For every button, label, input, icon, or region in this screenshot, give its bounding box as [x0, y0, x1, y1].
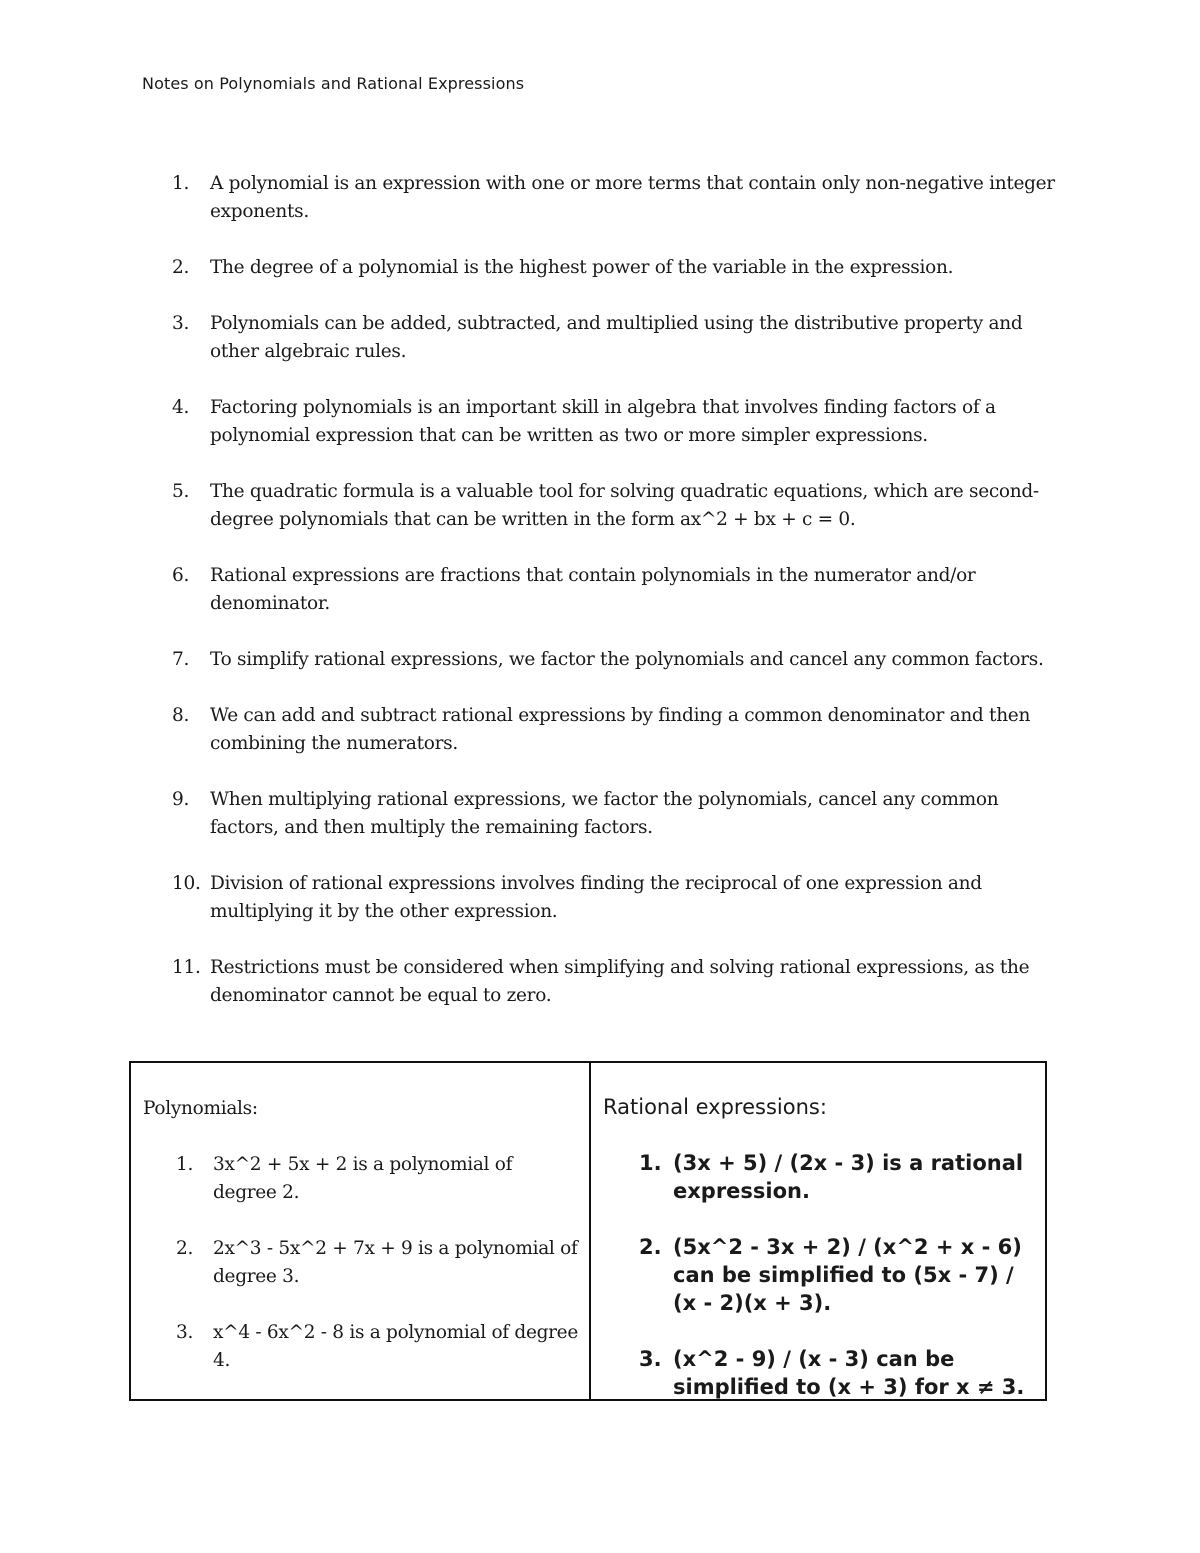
example-number: 1. [639, 1151, 662, 1175]
rational-example [603, 1233, 1035, 1317]
note-text: The quadratic formula is a valuable tool for solving quadratic equations, which are second-degree polynomials that can be written in the form ax^2 + bx + c = 0. [210, 481, 1039, 530]
note-text: Rational expressions are fractions that contain polynomials in the numerator and/or denominator. [210, 565, 976, 614]
note-number: 9. [172, 789, 190, 810]
polynomials-list [143, 1151, 579, 1375]
note-item [142, 254, 1072, 282]
note-text: Restrictions must be considered when simplifying and solving rational expressions, as the denominator cannot be equal to zero. [210, 957, 1030, 1006]
note-number: 2. [172, 257, 190, 278]
example-text: x^4 - 6x^2 - 8 is a polynomial of degree 4. [213, 1322, 578, 1371]
rational-example [603, 1149, 1035, 1205]
polynomial-example [143, 1235, 579, 1291]
note-item [142, 478, 1072, 534]
rational-list [603, 1149, 1035, 1401]
note-text: A polynomial is an expression with one or more terms that contain only non-negative integer exponents. [210, 173, 1055, 222]
note-text: When multiplying rational expressions, we factor the polynomials, cancel any common factors, and then multiply the remaining factors. [210, 789, 999, 838]
notes-list [142, 170, 1072, 1038]
example-number: 1. [176, 1154, 194, 1175]
note-number: 8. [172, 705, 190, 726]
page-title: Notes on Polynomials and Rational Expressions [142, 74, 525, 93]
note-number: 3. [172, 313, 190, 334]
note-number: 6. [172, 565, 190, 586]
note-number: 10. [172, 873, 201, 894]
note-number: 7. [172, 649, 190, 670]
rational-heading: Rational expressions: [603, 1095, 827, 1119]
polynomial-example [143, 1151, 579, 1207]
note-item [142, 870, 1072, 926]
rational-example [603, 1345, 1035, 1401]
note-text: We can add and subtract rational expressions by finding a common denominator and then combining the numerators. [210, 705, 1031, 754]
example-text: (5x^2 - 3x + 2) / (x^2 + x - 6) can be simplified to (5x - 7) / (x - 2)(x + 3). [673, 1235, 1022, 1315]
note-item [142, 646, 1072, 674]
rational-column [591, 1063, 1045, 1399]
note-text: Polynomials can be added, subtracted, and multiplied using the distributive property and other algebraic rules. [210, 313, 1023, 362]
example-text: (x^2 - 9) / (x - 3) can be simplified to (x + 3) for x ≠ 3. [673, 1347, 1025, 1399]
note-item [142, 394, 1072, 450]
example-number: 2. [176, 1238, 194, 1259]
note-text: The degree of a polynomial is the highest power of the variable in the expression. [210, 257, 954, 278]
note-item [142, 170, 1072, 226]
note-number: 1. [172, 173, 190, 194]
note-number: 11. [172, 957, 201, 978]
note-item [142, 786, 1072, 842]
examples-table [129, 1061, 1047, 1401]
note-item [142, 954, 1072, 1010]
note-number: 4. [172, 397, 190, 418]
example-text: (3x + 5) / (2x - 3) is a rational expression. [673, 1151, 1024, 1203]
polynomials-heading: Polynomials: [143, 1098, 258, 1119]
example-number: 3. [639, 1347, 662, 1371]
note-text: Division of rational expressions involves finding the reciprocal of one expression and multiplying it by the other expression. [210, 873, 982, 922]
note-item [142, 562, 1072, 618]
note-item [142, 702, 1072, 758]
note-number: 5. [172, 481, 190, 502]
note-text: Factoring polynomials is an important skill in algebra that involves finding factors of a polynomial expression that can be written as two or more simpler expressions. [210, 397, 996, 446]
note-item [142, 310, 1072, 366]
example-number: 3. [176, 1322, 194, 1343]
example-text: 3x^2 + 5x + 2 is a polynomial of degree 2. [213, 1154, 513, 1203]
note-text: To simplify rational expressions, we factor the polynomials and cancel any common factors. [210, 649, 1044, 670]
polynomials-column [131, 1063, 591, 1399]
example-number: 2. [639, 1235, 662, 1259]
polynomial-example [143, 1319, 579, 1375]
example-text: 2x^3 - 5x^2 + 7x + 9 is a polynomial of degree 3. [213, 1238, 578, 1287]
